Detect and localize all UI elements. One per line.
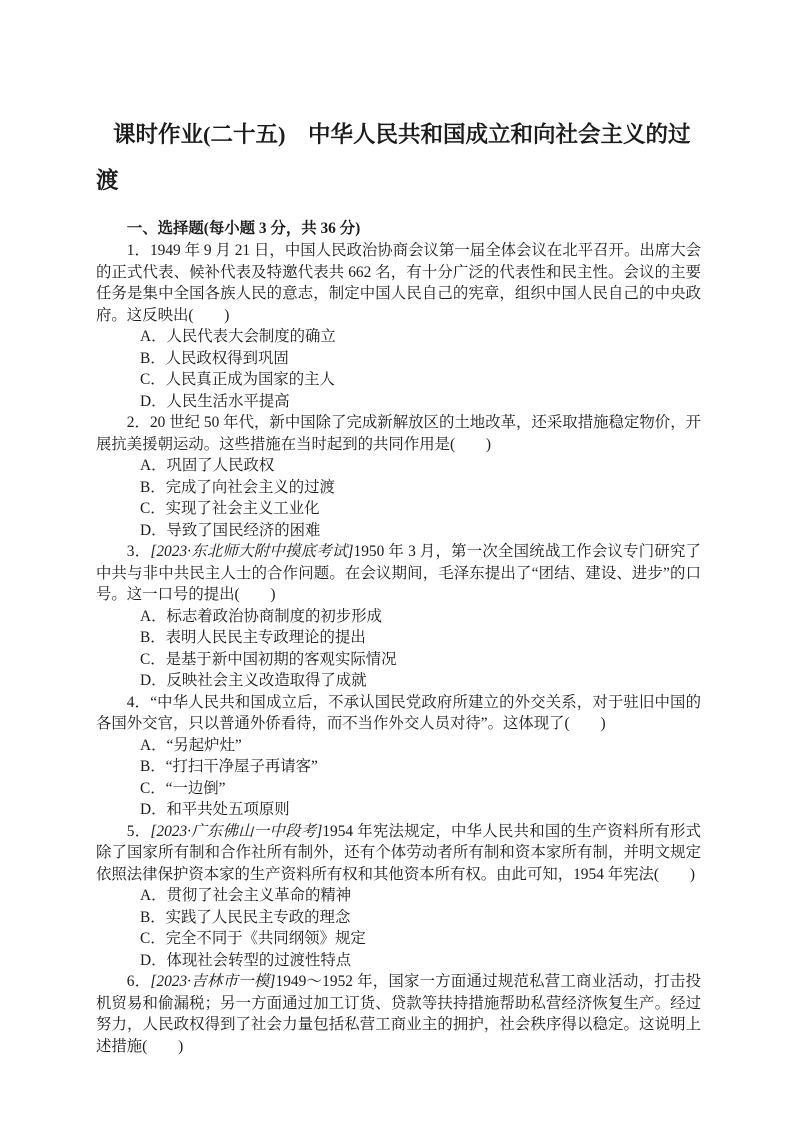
question-2-number: 2． bbox=[126, 414, 150, 431]
question-6 bbox=[96, 971, 701, 1057]
question-2-option-a: A．巩固了人民政权 bbox=[140, 457, 275, 474]
question-3-option-d: D．反映社会主义改造取得了成就 bbox=[140, 672, 367, 689]
page-title: 课时作业(二十五) 中华人民共和国成立和向社会主义的过渡 bbox=[96, 122, 691, 193]
question-4-option-d: D．和平共处五项原则 bbox=[140, 801, 290, 818]
question-4-option-b: B．“打扫干净屋子再请客” bbox=[140, 758, 318, 775]
question-1 bbox=[96, 240, 701, 412]
question-1-text: 1949 年 9 月 21 日，中国人民政治协商会议第一届全体会议在北平召开。出席大会的正式代表、候补代表及特邀代表共 662 名，有十分广泛的代表性和民主性。会议的主要任务是集中全国各族人民的意志，制定中国人民自己的宪章，组织中国人民自己的中央政府。这反映出( ) bbox=[96, 242, 701, 324]
question-4-option-c: C．“一边倒” bbox=[140, 779, 226, 797]
question-3-text: 1950 年 3 月，第一次全国统战工作会议专门研究了中共与非中共民主人士的合作问题。在会议期间，毛泽东提出了“团结、建设、进步”的口号。这一口号的提出( ) bbox=[96, 543, 702, 603]
question-4-number: 4． bbox=[126, 693, 151, 711]
section-heading: 一、选择题(每小题 3 分，共 36 分) bbox=[126, 220, 361, 237]
question-1-option-b: B．人民政权得到巩固 bbox=[140, 349, 289, 367]
question-5-text: 1954 年宪法规定，中华人民共和国的生产资料所有形式除了国家所有制和合作社所有制外，还有个体劳动者所有制和资本家所有制，并明文规定依照法律保护资本家的生产资料所有权和其他资本所有权。由此可知，1954 年宪法( ) bbox=[96, 822, 701, 883]
question-6-number: 6． bbox=[126, 973, 151, 990]
question-3-stem bbox=[96, 541, 701, 606]
question-5-stem bbox=[96, 821, 701, 886]
question-1-number: 1． bbox=[126, 242, 150, 259]
question-3 bbox=[96, 541, 701, 692]
question-2-text: 20 世纪 50 年代，新中国除了完成新解放区的土地改革，还采取措施稳定物价，开展抗美援朝运动。这些措施在当时起到的共同作用是( ) bbox=[96, 414, 701, 453]
question-5-source-tag: [2023·广东佛山一中段考] bbox=[150, 822, 323, 840]
question-1-stem bbox=[96, 240, 701, 326]
question-4-text: “中华人民共和国成立后，不承认国民党政府所建立的外交关系，对于驻旧中国的各国外交官，只以普通外侨看待，而不当作外交人员对待”。这体现了( ) bbox=[96, 693, 701, 732]
question-5 bbox=[96, 821, 701, 972]
question-5-option-a: A．贯彻了社会主义革命的精神 bbox=[140, 887, 352, 904]
question-2 bbox=[96, 412, 701, 541]
question-3-number: 3． bbox=[126, 543, 151, 560]
question-1-option-a: A．人民代表大会制度的确立 bbox=[140, 328, 336, 345]
question-5-option-b: B．实践了人民民主专政的理念 bbox=[140, 908, 351, 926]
question-4-stem bbox=[96, 692, 701, 735]
question-3-option-c: C．是基于新中国初期的客观实际情况 bbox=[140, 650, 397, 668]
question-5-option-c: C．完全不同于《共同纲领》规定 bbox=[140, 930, 366, 947]
question-4-option-a: A．“另起炉灶” bbox=[140, 736, 242, 754]
question-3-source-tag: [2023·东北师大附中摸底考试] bbox=[150, 543, 354, 560]
question-1-option-d: D．人民生活水平提高 bbox=[140, 392, 290, 410]
question-3-option-a: A．标志着政治协商制度的初步形成 bbox=[140, 607, 382, 625]
question-6-text: 1949～1952 年，国家一方面通过规范私营工商业活动，打击投机贸易和偷漏税；另一方面通过加工订货、贷款等扶持措施帮助私营经济恢复生产。经过努力，人民政权得到了社会力量包括私营工商业主的拥护，社会秩序得以稳定。这说明上述措施( ) bbox=[96, 973, 702, 1055]
question-6-stem bbox=[96, 971, 701, 1057]
question-2-option-c: C．实现了社会主义工业化 bbox=[140, 500, 320, 517]
question-4 bbox=[96, 692, 701, 821]
question-2-option-b: B．完成了向社会主义的过渡 bbox=[140, 478, 335, 496]
question-2-stem bbox=[96, 412, 701, 455]
question-5-number: 5． bbox=[126, 822, 151, 840]
question-3-option-b: B．表明人民民主专政理论的提出 bbox=[140, 629, 366, 646]
question-5-option-d: D．体现社会转型的过渡性特点 bbox=[140, 951, 352, 969]
question-6-source-tag: [2023·吉林市一模] bbox=[150, 973, 276, 990]
question-1-option-c: C．人民真正成为国家的主人 bbox=[140, 371, 335, 388]
question-2-option-d: D．导致了国民经济的困难 bbox=[140, 521, 321, 539]
